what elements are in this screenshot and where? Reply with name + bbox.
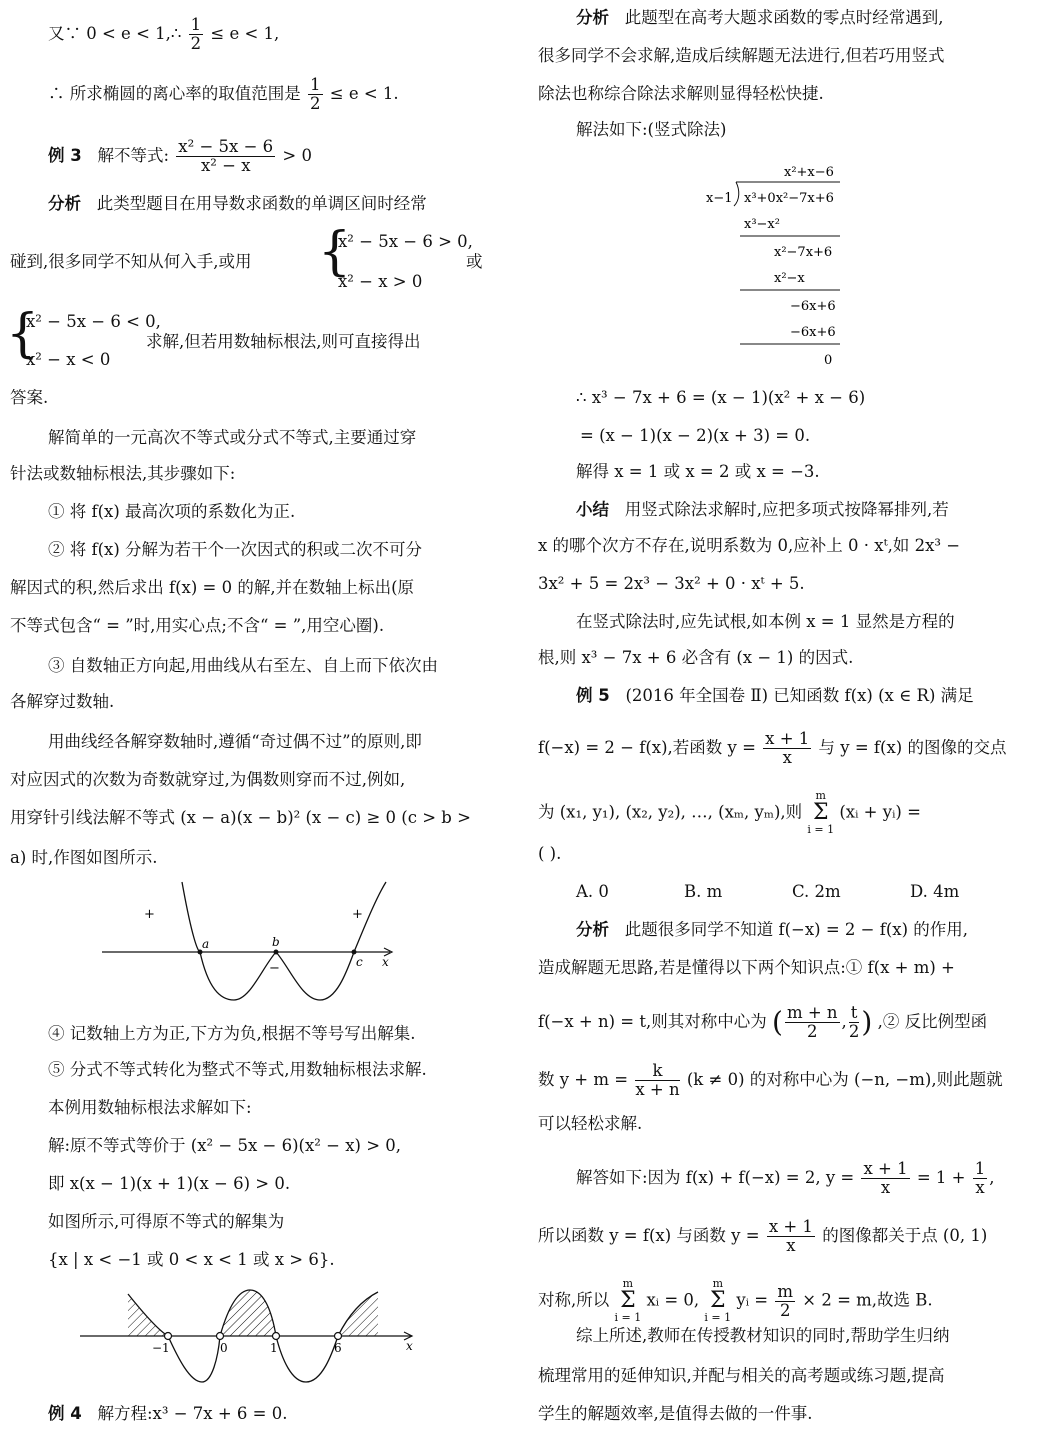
text-line: 解法如下:(竖式除法) <box>576 120 727 139</box>
open-point-minus1 <box>165 1333 172 1340</box>
text-line <box>576 1160 994 1197</box>
fraction-numerator: x + 1 <box>863 1159 908 1178</box>
system-line: x² − 5x − 6 < 0, <box>26 312 161 331</box>
open-point-1 <box>273 1333 280 1340</box>
equation-line: = (x − 1)(x − 2)(x + 3) = 0. <box>580 426 811 445</box>
sign-curve <box>182 882 386 1000</box>
text-line: 在竖式除法时,应先试根,如本例 x = 1 显然是方程的 <box>576 612 955 631</box>
fraction-numerator: 1 <box>974 1159 986 1178</box>
fraction <box>849 1004 860 1041</box>
fraction-numerator: m <box>777 1281 794 1301</box>
divisor: x−1 <box>706 191 733 206</box>
text: 所以函数 y = f(x) 与函数 y = <box>538 1226 760 1245</box>
step-4: ④ 记数轴上方为正,下方为负,根据不等号写出解集. <box>48 1024 416 1043</box>
fraction <box>973 1160 988 1197</box>
tick-label: 1 <box>270 1341 278 1355</box>
option-d: D. 4m <box>910 882 960 901</box>
solution-line: 即 x(x − 1)(x + 1)(x − 6) > 0. <box>48 1174 291 1193</box>
text-line <box>576 6 944 30</box>
text-line <box>576 498 949 522</box>
fraction-numerator: x + 1 <box>768 1217 813 1236</box>
summation <box>704 1278 731 1324</box>
text-line <box>538 730 1006 767</box>
text: (2016 年全国卷 Ⅱ) 已知函数 f(x) (x ∈ R) 满足 <box>625 686 974 705</box>
root-label-c: c <box>356 955 363 969</box>
fraction <box>176 138 275 175</box>
text: (k ≠ 0) 的对称中心为 (−n, −m),则此题就 <box>686 1070 1003 1089</box>
text: 此题型在高考大题求函数的零点时经常遇到, <box>624 8 944 27</box>
fraction-numerator: m + n <box>786 1003 838 1022</box>
sum-lower: i = 1 <box>704 1311 732 1324</box>
example-label: 例 3 <box>48 146 82 165</box>
fraction-numerator: x + 1 <box>765 729 810 748</box>
axis-label-x: x <box>382 955 389 969</box>
example-4 <box>48 1402 287 1426</box>
open-point-0 <box>217 1333 224 1340</box>
fraction-denominator: 2 <box>806 1022 818 1041</box>
text-line <box>48 192 427 216</box>
system-line: x² − x < 0 <box>26 350 111 369</box>
minus-label: − <box>269 961 280 976</box>
tick-label: −1 <box>152 1341 170 1355</box>
number-axis-figure <box>78 1284 418 1388</box>
root-label-b: b <box>272 935 280 949</box>
fraction-denominator: 2 <box>848 1022 860 1041</box>
text-line: x 的哪个次方不存在,说明系数为 0,应补上 0 · xᵗ,如 2x³ − <box>538 536 961 555</box>
text-line <box>538 1218 987 1255</box>
sign-chart-figure <box>100 878 410 1008</box>
step-3: ③ 自数轴正方向起,用曲线从右至左、自上而下依次由 <box>48 656 438 675</box>
fraction <box>775 1283 795 1320</box>
text: 此题很多同学不知道 f(−x) = 2 − f(x) 的作用, <box>624 920 969 939</box>
analysis-label: 分析 <box>576 8 609 27</box>
text: = 1 + <box>916 1168 966 1187</box>
fraction-denominator: 2 <box>779 1300 791 1320</box>
tick-label: 0 <box>220 1341 228 1355</box>
text-line <box>538 1062 1003 1099</box>
options <box>576 880 959 904</box>
text-line: 根,则 x³ − 7x + 6 必含有 (x − 1) 的因式. <box>538 648 854 667</box>
text: 与 y = f(x) 的图像的交点 <box>818 738 1007 757</box>
text-line: 不等式包含“ = ”时,用实心点;不含“ = ”,用空心圈). <box>10 616 385 635</box>
fraction-denominator: x <box>880 1178 891 1197</box>
hatched-region-right <box>338 1292 378 1336</box>
fraction-numerator: t <box>850 1003 858 1022</box>
text-line: 除法也称综合除法求解则显得轻松快捷. <box>538 84 824 103</box>
text-line: 答案. <box>10 388 49 407</box>
example-label: 例 5 <box>576 686 610 705</box>
text: 用竖式除法求解时,应把多项式按降幂排列,若 <box>624 500 949 519</box>
text-line <box>538 790 921 836</box>
fraction <box>763 730 811 767</box>
text: × 2 = m,故选 B. <box>802 1290 933 1310</box>
text-line: 学生的解题效率,是值得去做的一件事. <box>538 1404 813 1423</box>
sum-lower: i = 1 <box>807 823 835 836</box>
text: f(−x) = 2 − f(x),若函数 y = <box>538 738 756 757</box>
option-b: B. m <box>684 882 723 901</box>
text: ≤ e < 1, <box>210 24 280 43</box>
text-line: 针法或数轴标根法,其步骤如下: <box>10 464 236 483</box>
fraction-denominator: x + n <box>635 1080 680 1099</box>
text: (xᵢ + yᵢ) = <box>839 802 921 822</box>
text: 为 (x₁, y₁), (x₂, y₂), …, (xₘ, yₘ),则 <box>538 802 803 822</box>
sum-upper: m <box>815 789 826 802</box>
text: xᵢ = 0, <box>646 1290 700 1310</box>
text: ≤ e < 1. <box>329 84 399 103</box>
fraction <box>785 1004 840 1041</box>
sum-lower: i = 1 <box>614 1311 642 1324</box>
text-line: 各解穿过数轴. <box>10 692 115 711</box>
text: 又∵ 0 < e < 1,∴ <box>48 24 182 43</box>
axis-label-x: x <box>406 1339 413 1353</box>
sum-symbol: Σ <box>812 800 829 825</box>
sum-symbol: Σ <box>620 1288 636 1313</box>
division-bracket <box>734 182 739 206</box>
root-label-a: a <box>202 937 210 951</box>
text-line <box>576 918 968 942</box>
fraction <box>308 76 323 113</box>
text-line: 造成解题无思路,若是懂得以下两个知识点:① f(x + m) + <box>538 958 955 977</box>
text-line <box>48 76 399 113</box>
text-line: 很多同学不会求解,造成后续解题无法进行,但若巧用竖式 <box>538 46 945 65</box>
root-point-b <box>274 950 279 955</box>
paren: ( <box>772 1005 783 1039</box>
solution-line: 解:原不等式等价于 (x² − 5x − 6)(x² − x) > 0, <box>48 1136 402 1155</box>
paren: ) <box>861 1005 873 1039</box>
text-line: 解简单的一元高次不等式或分式不等式,主要通过穿 <box>48 428 417 447</box>
text: 或 <box>466 252 483 271</box>
example-label: 例 4 <box>48 1404 82 1423</box>
text-line: f(−x + n) = t,则其对称中心为 ( $\frac{m + n}{2}$ , $\frac{t}{2}$ ) ,② 反比例型函 <box>538 1003 988 1041</box>
system-line: x² − x > 0 <box>338 272 423 291</box>
option-a: A. 0 <box>576 882 609 901</box>
fraction <box>189 16 204 53</box>
division-row: x²−x <box>774 271 805 286</box>
sum-upper: m <box>712 1277 723 1290</box>
brace: { <box>6 304 40 364</box>
root-point-c <box>352 950 357 955</box>
plus-label: + <box>144 907 155 922</box>
text-line <box>538 1278 933 1324</box>
equation-line: ∴ x³ − 7x + 6 = (x − 1)(x² + x − 6) <box>576 388 866 407</box>
fraction-denominator: x <box>782 748 792 767</box>
analysis-label: 分析 <box>48 194 81 213</box>
text-line: 本例用数轴标根法求解如下: <box>48 1098 252 1117</box>
text-line: 碰到,很多同学不知从何入手,或用 <box>10 252 252 271</box>
example-3 <box>48 138 312 175</box>
text: ∴ 所求椭圆的离心率的取值范围是 <box>48 84 301 103</box>
text-line: a) 时,作图如图所示. <box>10 848 158 867</box>
fraction-numerator: 1 <box>310 75 321 94</box>
summation <box>615 1278 642 1324</box>
remainder: 0 <box>824 353 833 368</box>
analysis-label: 分析 <box>576 920 609 939</box>
system-line: x² − 5x − 6 > 0, <box>338 232 473 251</box>
fraction-denominator: 2 <box>190 34 202 53</box>
fraction-numerator: x² − 5x − 6 <box>178 137 274 156</box>
text: 求解,但若用数轴标根法,则可直接得出 <box>146 332 421 351</box>
fraction-denominator: x² − x <box>200 156 251 175</box>
text-line: 用曲线经各解穿数轴时,遵循“奇过偶不过”的原则,即 <box>48 732 422 751</box>
text: 此类型题目在用导数求函数的单调区间时经常 <box>96 194 427 213</box>
fraction <box>861 1160 909 1197</box>
equation-line: 解得 x = 1 或 x = 2 或 x = −3. <box>576 462 820 481</box>
sum-upper: m <box>622 1277 634 1290</box>
example-5 <box>576 684 974 708</box>
fraction-denominator: 2 <box>310 94 321 113</box>
plus-label: + <box>352 907 363 922</box>
fraction-denominator: x <box>786 1236 796 1255</box>
fraction <box>635 1062 679 1099</box>
step-2: ② 将 f(x) 分解为若干个一次因式的积或二次不可分 <box>48 540 423 559</box>
summation <box>807 790 834 836</box>
hatched-region-left <box>128 1294 168 1336</box>
text: yᵢ = <box>736 1290 769 1310</box>
division-row: −6x+6 <box>790 325 836 340</box>
fraction-numerator: 1 <box>190 15 202 34</box>
text: f(−x + n) = t,则其对称中心为 <box>538 1012 767 1031</box>
long-division-figure <box>700 156 880 372</box>
text-line: 对应因式的次数为奇数就穿过,为偶数则穿而不过,例如, <box>10 770 406 789</box>
option-c: C. 2m <box>792 882 841 901</box>
answer-blank: ( ). <box>538 844 562 863</box>
quotient: x²+x−6 <box>784 165 834 180</box>
fraction-numerator: k <box>635 1062 679 1081</box>
open-point-6 <box>335 1333 342 1340</box>
step-1: ① 将 f(x) 最高次项的系数化为正. <box>48 502 296 521</box>
text-line: 综上所述,教师在传授教材知识的同时,帮助学生归纳 <box>576 1326 950 1345</box>
fraction-denominator: x <box>975 1178 985 1197</box>
text: ,② 反比例型函 <box>877 1012 988 1031</box>
text: 解方程:x³ − 7x + 6 = 0. <box>97 1404 288 1423</box>
division-row: x³−x² <box>744 217 780 232</box>
brace: { <box>318 222 352 282</box>
text: , <box>989 1168 995 1187</box>
tick-label: 6 <box>334 1341 342 1355</box>
division-row: x²−7x+6 <box>774 245 833 260</box>
text-line: 解因式的积,然后求出 f(x) = 0 的解,并在数轴上标出(原 <box>10 578 415 597</box>
solution-line: 如图所示,可得原不等式的解集为 <box>48 1212 285 1231</box>
text-line <box>48 16 279 53</box>
text-line: 3x² + 5 = 2x³ − 3x² + 0 · xᵗ + 5. <box>538 574 805 593</box>
division-row: −6x+6 <box>790 299 836 314</box>
text: 对称,所以 <box>538 1290 610 1310</box>
dividend: x³+0x²−7x+6 <box>744 191 834 206</box>
text: 的图像都关于点 (0, 1) <box>822 1226 988 1245</box>
text: > 0 <box>282 146 312 165</box>
text-line: 可以轻松求解. <box>538 1114 643 1133</box>
summary-label: 小结 <box>576 500 609 519</box>
text: 解答如下:因为 f(x) + f(−x) = 2, y = <box>576 1168 855 1187</box>
fraction <box>767 1218 815 1255</box>
text: 数 y + m = <box>538 1070 629 1089</box>
step-5: ⑤ 分式不等式转化为整式不等式,用数轴标根法求解. <box>48 1060 427 1079</box>
sum-symbol: Σ <box>710 1288 726 1313</box>
text: 解不等式: <box>97 146 170 165</box>
solution-set: {x | x < −1 或 0 < x < 1 或 x > 6}. <box>48 1250 335 1269</box>
text-line: 用穿针引线法解不等式 (x − a)(x − b)² (x − c) ≥ 0 (c > b > <box>10 808 471 827</box>
text-line: 梳理常用的延伸知识,并配与相关的高考题或练习题,提高 <box>538 1366 945 1385</box>
